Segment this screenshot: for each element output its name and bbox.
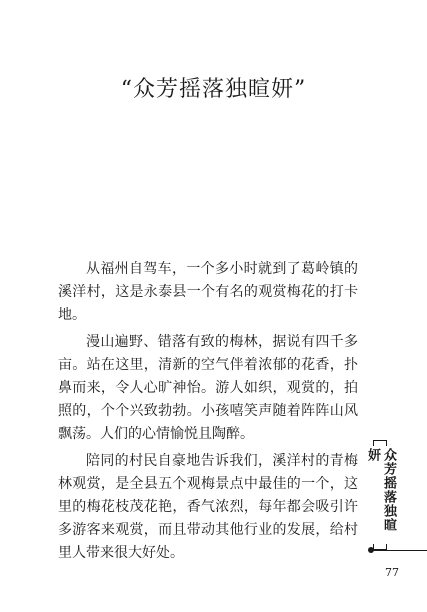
chapter-title: “众芳摇落独暄妍” xyxy=(120,77,307,102)
paragraph: 陪同的村民自豪地告诉我们，溪洋村的青梅林观赏，是全县五个观梅景点中最佳的一个，这里的梅花枝茂花艳，香气浓烈，每年都会吸引许多游客来观赏，而且带动其他行业的发展，给村里人带来很大好处。 xyxy=(58,453,358,561)
paragraph: 从福州自驾车，一个多小时就到了葛岭镇的溪洋村，这是永泰县一个有名的观赏梅花的打卡地。 xyxy=(58,261,358,323)
running-header-tab xyxy=(365,440,396,550)
body-text xyxy=(58,258,358,569)
bracket-top-decoration xyxy=(373,440,387,446)
paragraph: 漫山遍野、错落有致的梅林，据说有四千多亩。站在这里，清新的空气伴着浓郁的花香，扑鼻而来，令人心旷神怡。游人如织，观赏的，拍照的，个个兴致勃勃。小孩嘻笑声随着阵阵山风飘荡。人们的心情愉悦且陶醉。 xyxy=(58,334,358,442)
page-number: 77 xyxy=(385,566,399,579)
footer-rule xyxy=(370,550,427,551)
footer-dot xyxy=(368,547,374,553)
running-header-label: 众芳摇落独暄妍 xyxy=(365,447,396,532)
